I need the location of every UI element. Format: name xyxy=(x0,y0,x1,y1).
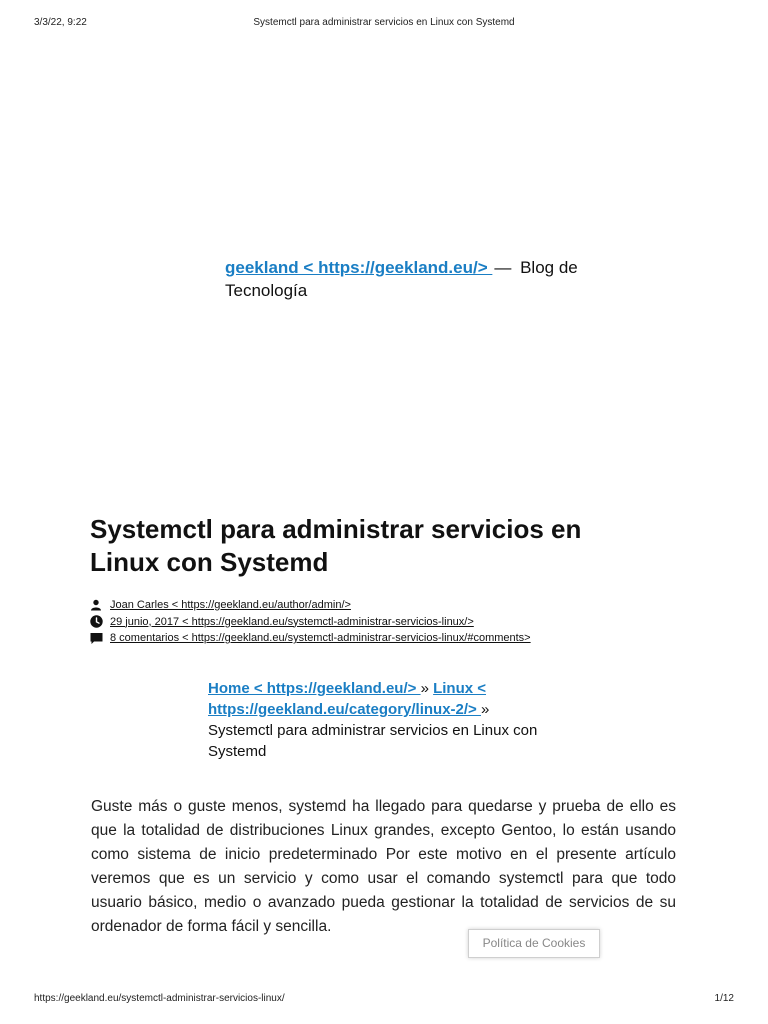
site-tagline: Blog de Tecnología xyxy=(225,258,578,300)
breadcrumb-linux-link[interactable]: Linux < https://geekland.eu/category/linux-2/> xyxy=(208,680,487,718)
site-brand-link[interactable]: geekland < https://geekland.eu/> xyxy=(225,258,493,277)
cookie-policy-button[interactable]: Política de Cookies xyxy=(468,929,600,958)
page-title: Systemctl para administrar servicios en Linux con Systemd xyxy=(90,514,582,577)
clock-icon xyxy=(88,615,104,629)
breadcrumb-current: Systemctl para administrar servicios en Linux con Systemd xyxy=(208,722,538,760)
breadcrumb-separator: » xyxy=(480,701,490,718)
site-brand xyxy=(225,256,645,302)
date-link[interactable]: 29 junio, 2017 < https://geekland.eu/systemctl-administrar-servicios-linux/> xyxy=(110,615,474,628)
comment-icon xyxy=(88,631,104,645)
breadcrumb-separator: » xyxy=(420,680,434,697)
breadcrumb-home-link[interactable]: Home < https://geekland.eu/> xyxy=(208,680,421,697)
print-footer-page: 1/12 xyxy=(714,993,734,1004)
post-meta xyxy=(88,597,531,647)
article-intro: Guste más o guste menos, systemd ha llegado para quedarse y prueba de ello es que la totalidad de distribuciones Linux grandes, excepto Gentoo, lo están usando como sistema de inicio predeterminado Por este motivo en el presente artículo veremos que es un servicio y como usar el comando systemctl para que todo usuario básico, medio o avanzado pueda gestionar la totalidad de servicios de su ordenador de forma fácil y sencilla. xyxy=(91,798,676,935)
print-footer-url: https://geekland.eu/systemctl-administrar-servicios-linux/ xyxy=(34,993,285,1004)
print-header-date: 3/3/22, 9:22 xyxy=(34,17,87,28)
print-header-title: Systemctl para administrar servicios en Linux con Systemd xyxy=(253,17,515,28)
comments-link[interactable]: 8 comentarios < https://geekland.eu/systemctl-administrar-servicios-linux/#comments> xyxy=(110,632,531,644)
meta-comments-row xyxy=(88,630,531,647)
meta-author-row xyxy=(88,597,531,614)
brand-dash: — xyxy=(494,258,512,277)
user-icon xyxy=(88,598,104,612)
meta-date-row xyxy=(88,614,531,631)
breadcrumb xyxy=(208,678,568,762)
author-link[interactable]: Joan Carles < https://geekland.eu/author/admin/> xyxy=(110,599,351,611)
